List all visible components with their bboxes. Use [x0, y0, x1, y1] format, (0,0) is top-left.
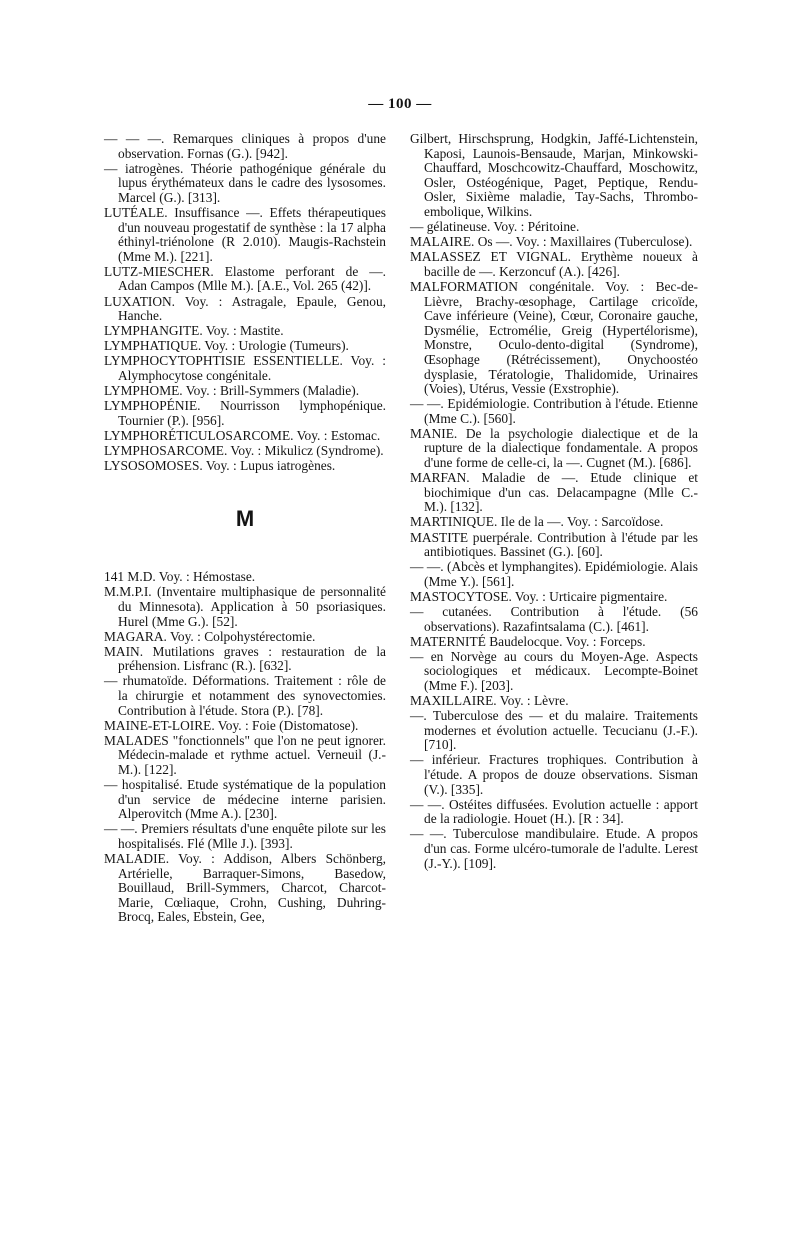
index-entry: MANIE. De la psychologie dialectique et de la rupture de la dialectique fondamentale. A propos d'une forme de celle-ci, la —. Cugnet (M.). [686]. [410, 425, 698, 471]
index-entry: MARTINIQUE. Ile de la —. Voy. : Sarcoïdose. [410, 514, 664, 530]
index-entry: LYMPHATIQUE. Voy. : Urologie (Tumeurs). [104, 338, 349, 354]
index-entry: 141 M.D. Voy. : Hémostase. [104, 569, 256, 585]
index-entry: LYSOSOMOSES. Voy. : Lupus iatrogènes. [104, 458, 336, 474]
index-entry: — —. Premiers résultats d'une enquête pilote sur les hospitalisés. Flé (Mlle J.). [393]. [104, 821, 386, 851]
index-entry: MAXILLAIRE. Voy. : Lèvre. [410, 693, 569, 709]
section-letter: M [235, 505, 255, 531]
index-entry: — —. Tuberculose mandibulaire. Etude. A propos d'un cas. Forme ulcéro-tumorale de l'adulte. Lerest (J.-Y.). [109]. [410, 826, 698, 871]
left-column [104, 132, 386, 926]
index-entry: — inférieur. Fractures trophiques. Contribution à l'étude. A propos de douze observations. Sisman (V.). [335]. [410, 752, 698, 797]
index-entry: — gélatineuse. Voy. : Péritoine. [410, 219, 580, 235]
index-entry: LUTZ-MIESCHER. Elastome perforant de —. Adan Campos (Mlle M.). [A.E., Vol. 265 (42)]. [104, 263, 386, 294]
index-entry: MALFORMATION congénitale. Voy. : Bec-de-Lièvre, Brachy-œsophage, Cartilage cricoïde, Cave inférieure (Veine), Cœur, Coronaire gauche, Dysmélie, Ectromélie, Greig (Hypertélorisme), Monstre, Oculo-dento-digital (Syndrome), Œsophage (Rétrécissement), Onychoostéo dysplasie, Tératologie, Thalidomide, Urinaires (Voies), Utérus, Vessie (Exstrophie). [410, 278, 698, 397]
index-entry: LUXATION. Voy. : Astragale, Epaule, Genou, Hanche. [104, 293, 386, 324]
index-entry: LYMPHORÉTICULOSARCOME. Voy. : Estomac. [104, 427, 381, 443]
index-entry: — cutanées. Contribution à l'étude. (56 observations). Razafintsalama (C.). [461]. [410, 604, 698, 634]
index-entry: MALAIRE. Os —. Voy. : Maxillaires (Tuberculose). [410, 234, 693, 250]
index-entry: MALASSEZ ET VIGNAL. Erythème noueux à bacille de —. Kerzoncuf (A.). [426]. [410, 249, 698, 279]
index-entry: MATERNITÉ Baudelocque. Voy. : Forceps. [410, 633, 646, 649]
index-entry: LUTÉALE. Insuffisance —. Effets thérapeutiques d'un nouveau progestatif de synthèse : la 17 alpha éthinyl-triénolone (R 2.010). Maugis-Rachstein (Mme M.). [221]. [104, 204, 386, 264]
index-entry: MAGARA. Voy. : Colpohystérectomie. [104, 628, 316, 644]
index-entry: — rhumatoïde. Déformations. Traitement : rôle de la chirurgie et notamment des synovectomies. Contribution à l'étude. Stora (P.). [78]. [104, 673, 386, 718]
index-entry: MAIN. Mutilations graves : restauration de la préhension. Lisfranc (R.). [632]. [104, 643, 386, 674]
index-entry: M.M.P.I. (Inventaire multiphasique de personnalité du Minnesota). Application à 50 psoriasiques. Hurel (Mme G.). [52]. [104, 584, 386, 629]
index-entry: MASTOCYTOSE. Voy. : Urticaire pigmentaire. [410, 588, 668, 604]
index-entry: — —. Ostéites diffusées. Evolution actuelle : apport de la radiologie. Houet (H.). [R : 34]. [410, 796, 698, 827]
index-entry: — —. (Abcès et lymphangites). Epidémiologie. Alais (Mme Y.). [561]. [410, 559, 698, 589]
index-entry: LYMPHOSARCOME. Voy. : Mikulicz (Syndrome). [104, 442, 384, 458]
right-entries [410, 132, 698, 871]
index-entry: Gilbert, Hirschsprung, Hodgkin, Jaffé-Lichtenstein, Kaposi, Launois-Bensaude, Marjan, Minkowski-Chauffard, Moschcowitz-Chauffard, Moschowitz, Osler, Ostéogénique, Paget, Peptique, Rendu-Osler, Sixième maladie, Tay-Sachs, Thrombo-embolique, Wilkins. [410, 131, 698, 219]
index-entry: MARFAN. Maladie de —. Etude clinique et biochimique d'un cas. Delacampagne (Mlle C.-M.). [132]. [410, 470, 698, 515]
right-column [410, 132, 698, 872]
index-entry: — hospitalisé. Etude systématique de la population d'un service de médecine interne parisien. Alperovitch (Mme A.). [230]. [104, 777, 386, 822]
index-entry: LYMPHOME. Voy. : Brill-Symmers (Maladie). [104, 383, 360, 399]
index-entry: LYMPHOPÉNIE. Nourrisson lymphopénique. Tournier (P.). [956]. [104, 398, 386, 428]
page-number: — 100 — [368, 96, 432, 112]
index-entry: — en Norvège au cours du Moyen-Age. Aspects sociologiques et médicaux. Lecompte-Boinet (Mme F.). [203]. [410, 648, 698, 693]
index-entry: — iatrogènes. Théorie pathogénique générale du lupus érythémateux dans le cadre des lysosomes. Marcel (G.). [313]. [104, 160, 386, 205]
left-entries [104, 132, 386, 474]
index-entry: LYMPHANGITE. Voy. : Mastite. [104, 323, 284, 339]
left-entries-m [104, 570, 386, 925]
index-entry: MASTITE puerpérale. Contribution à l'étude par les antibiotiques. Bassinet (G.). [60]. [410, 529, 698, 560]
index-entry: LYMPHOCYTOPHTISIE ESSENTIELLE. Voy. : Alymphocytose congénitale. [104, 353, 386, 383]
index-entry: —. Tuberculose des — et du malaire. Traitements modernes et évolution actuelle. Tecucianu (J.-F.). [710]. [410, 708, 698, 753]
index-entry: — — —. Remarques cliniques à propos d'une observation. Fornas (G.). [942]. [104, 131, 386, 161]
index-entry: MALADIE. Voy. : Addison, Albers Schönberg, Artérielle, Barraquer-Simons, Basedow, Bouillaud, Brill-Symmers, Charcot, Charcot-Marie, Cœliaque, Crohn, Cushing, Duhring-Brocq, Eales, Ebstein, Gee, [104, 851, 386, 925]
index-entry: MAINE-ET-LOIRE. Voy. : Foie (Distomatose). [104, 717, 359, 733]
index-entry: — —. Epidémiologie. Contribution à l'étude. Etienne (Mme C.). [560]. [410, 396, 698, 426]
index-entry: MALADES "fonctionnels" que l'on ne peut ignorer. Médecin-malade et rythme actuel. Verneuil (J.-M.). [122]. [104, 732, 386, 777]
